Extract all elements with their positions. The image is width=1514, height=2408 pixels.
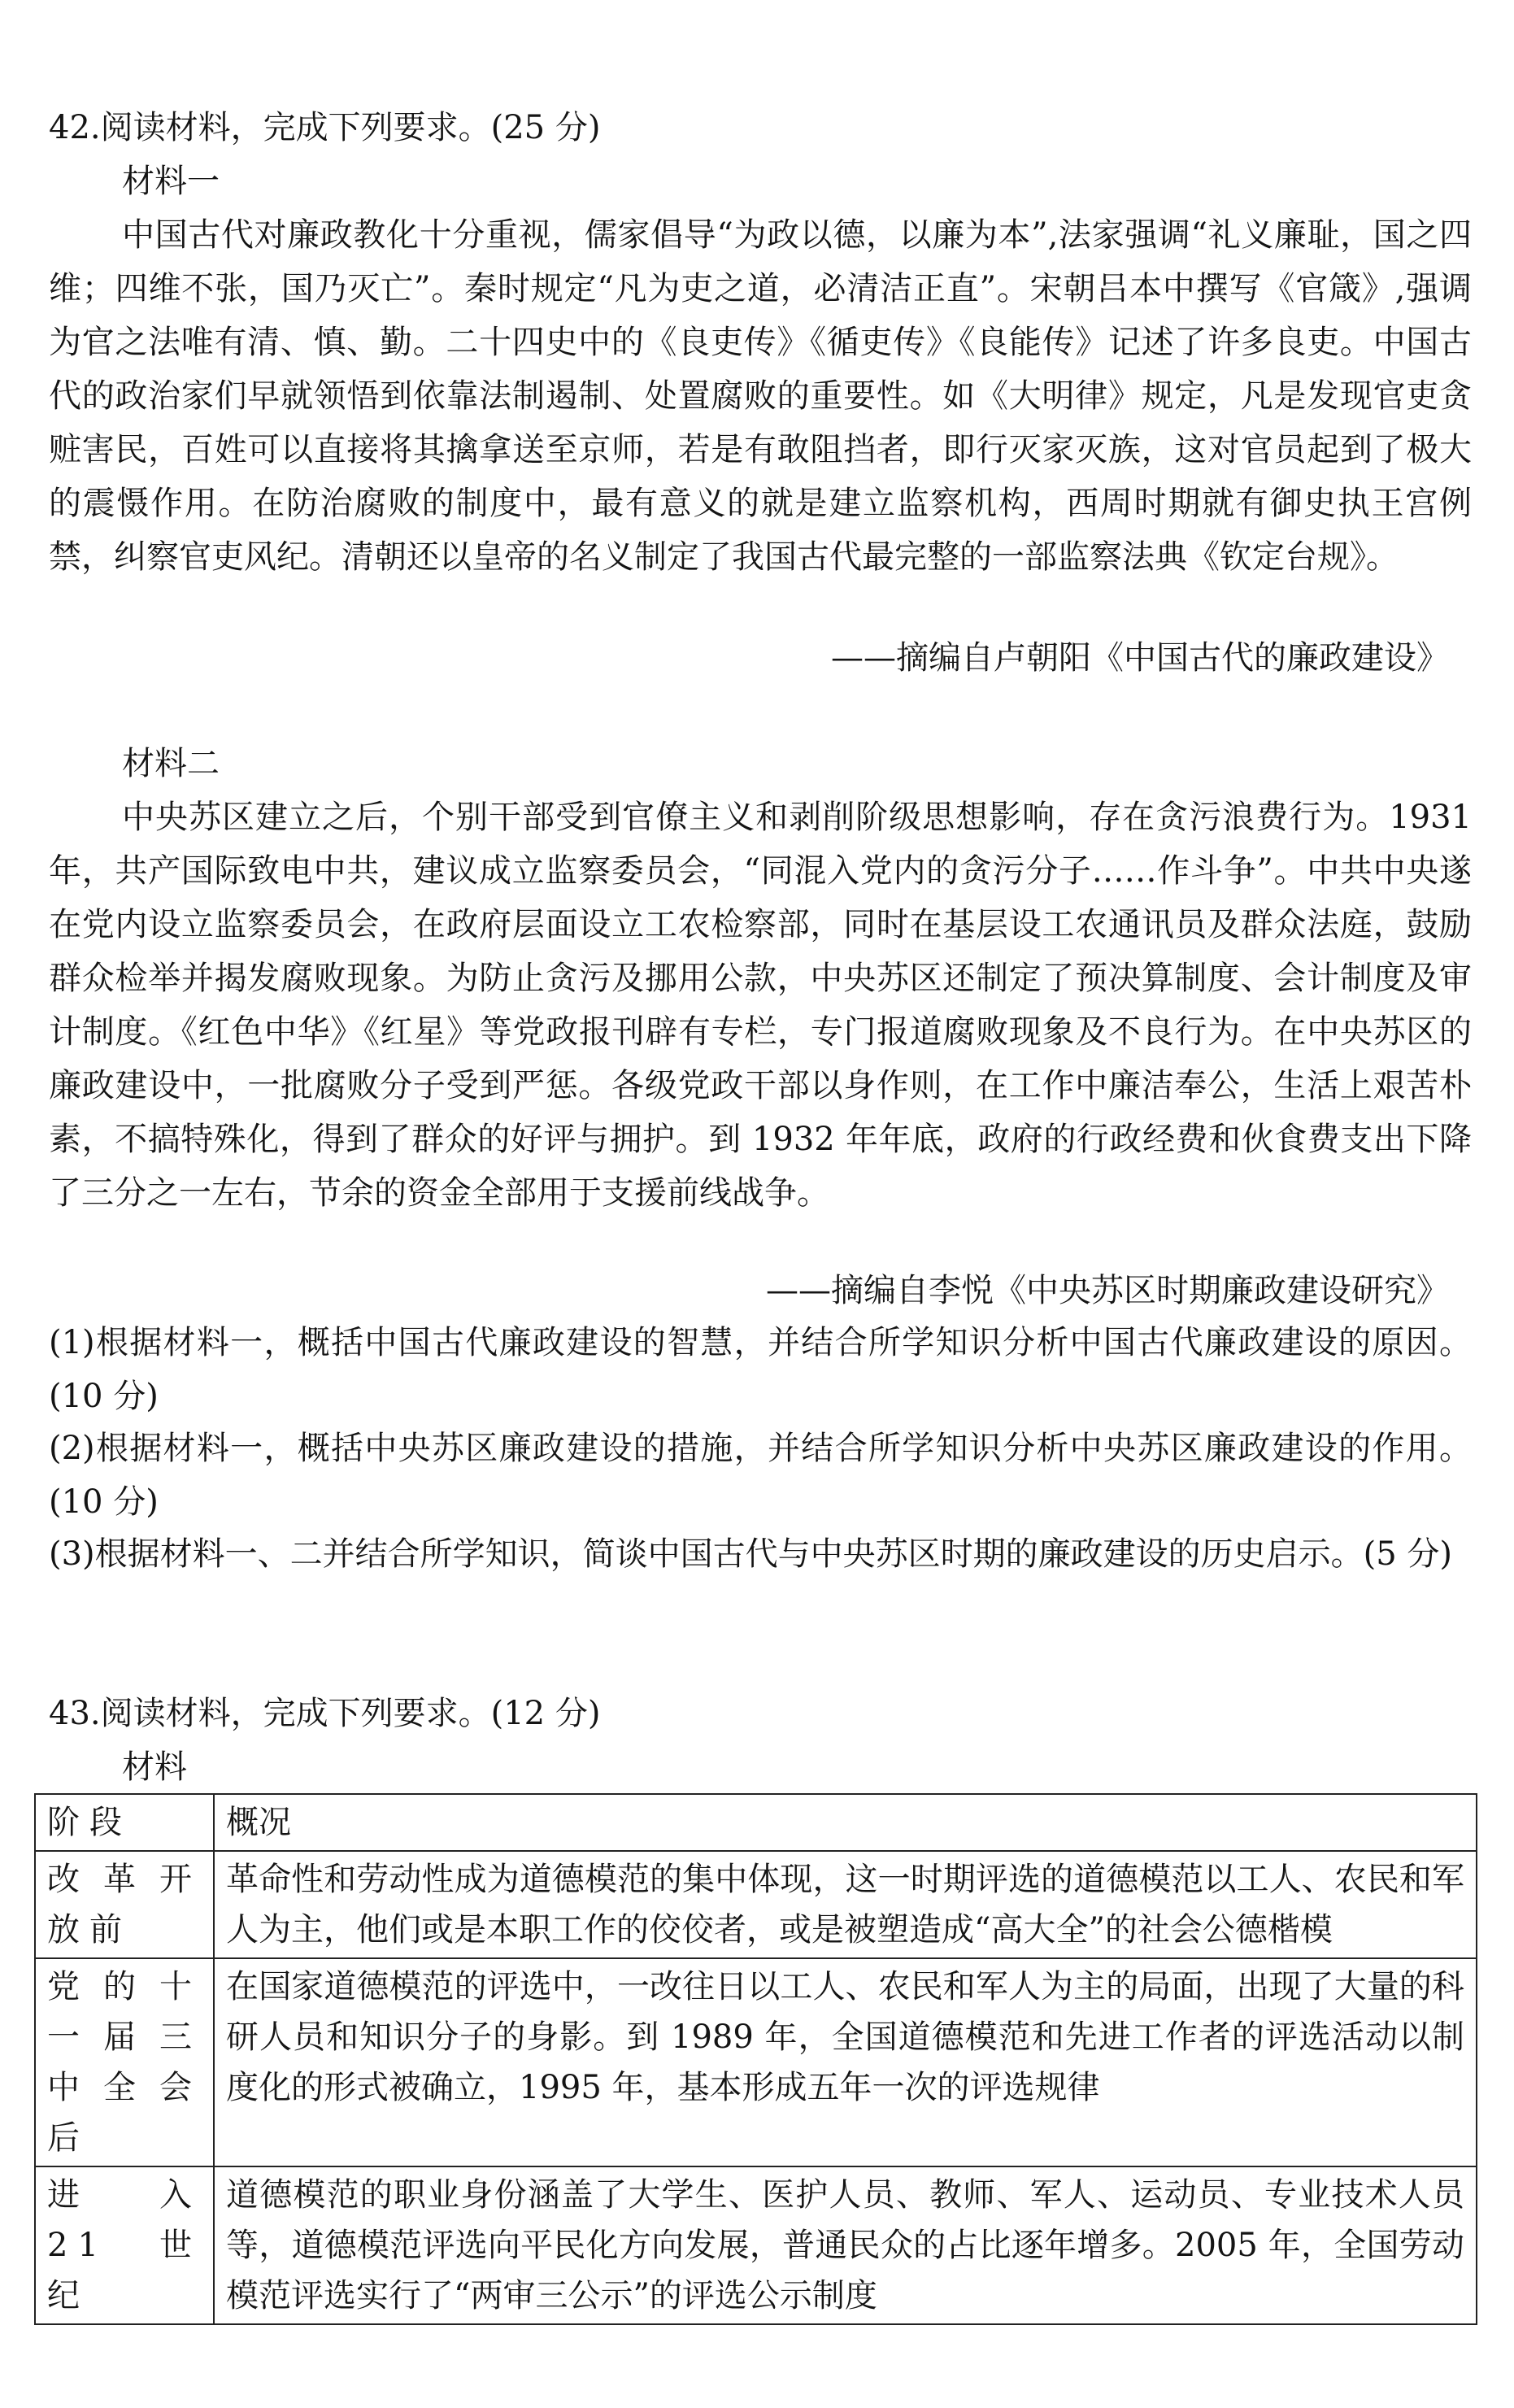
table-row <box>35 1851 1477 1958</box>
q42-material1-body: 中国古代对廉政教化十分重视，儒家倡导“为政以德，以廉为本”,法家强调“礼义廉耻，国之四维；四维不张，国乃灭亡”。秦时规定“凡为吏之道，必清洁正直”。宋朝吕本中撰写《官箴》,强调为官之法唯有清、慎、勤。二十四史中的《良吏传》《循吏传》《良能传》记述了许多良吏。中国古代的政治家们早就领悟到依靠法制遏制、处置腐败的重要性。如《大明律》规定，凡是发现官吏贪赃害民，百姓可以直接将其擒拿送至京师，若是有敢阻挡者，即行灭家灭族，这对官员起到了极大的震慑作用。在防治腐败的制度中，最有意义的就是建立监察机构，西周时期就有御史执王宫例禁，纠察官吏风纪。清朝还以皇帝的名义制定了我国古代最完整的一部监察法典《钦定台规》。 <box>49 216 1472 576</box>
q42-title: 42.阅读材料，完成下列要求。(25 分) <box>49 109 601 146</box>
q42-question-2: (2)根据材料一，概括中央苏区廉政建设的措施，并结合所学知识分析中央苏区廉政建设的作用。(10 分) <box>49 1430 1472 1521</box>
table-cell-desc: 革命性和劳动性成为道德模范的集中体现，这一时期评选的道德模范以工人、农民和军人为主，他们或是本职工作的佼佼者，或是被塑造成“高大全”的社会公德楷模 <box>214 1851 1477 1958</box>
q42-material2-label: 材料二 <box>122 745 220 782</box>
table-cell-desc: 道德模范的职业身份涵盖了大学生、医护人员、教师、军人、运动员、专业技术人员等，道德模范评选向平民化方向发展，普通民众的占比逐年增多。2005 年，全国劳动模范评选实行了“两审三公示”的评选公示制度 <box>214 2166 1477 2324</box>
table-header-stage: 阶段 <box>35 1794 214 1851</box>
q42-material2-body: 中央苏区建立之后，个别干部受到官僚主义和剥削阶级思想影响，存在贪污浪费行为。1931 年，共产国际致电中共，建议成立监察委员会，“同混入党内的贪污分子……作斗争”。中共中央遂在党内设立监察委员会，在政府层面设立工农检察部，同时在基层设工农通讯员及群众法庭，鼓励群众检举并揭发腐败现象。为防止贪污及挪用公款，中央苏区还制定了预决算制度、会计制度及审计制度。《红色中华》《红星》等党政报刊辟有专栏，专门报道腐败现象及不良行为。在中央苏区的廉政建设中，一批腐败分子受到严惩。各级党政干部以身作则，在工作中廉洁奉公，生活上艰苦朴素，不搞特殊化，得到了群众的好评与拥护。到 1932 年年底，政府的行政经费和伙食费支出下降了三分之一左右，节余的资金全部用于支援前线战争。 <box>49 799 1472 1212</box>
q42-material1-source: ——摘编自卢朝阳《中国古代的廉政建设》 <box>831 639 1449 677</box>
table-row <box>35 1958 1477 2166</box>
table-row <box>35 2166 1477 2324</box>
table-cell-stage: 改革开放前 <box>35 1851 214 1958</box>
table-header-row <box>35 1794 1477 1851</box>
q42-material2-source: ——摘编自李悦《中央苏区时期廉政建设研究》 <box>766 1272 1449 1309</box>
q43-material-table <box>34 1793 1477 2325</box>
q42-question-1: (1)根据材料一，概括中国古代廉政建设的智慧，并结合所学知识分析中国古代廉政建设的原因。(10 分) <box>49 1324 1472 1415</box>
q43-material-label: 材料 <box>122 1748 187 1786</box>
q43-title: 43.阅读材料，完成下列要求。(12 分) <box>49 1695 601 1732</box>
table-cell-stage: 党的十一届三中全会后 <box>35 1958 214 2166</box>
q42-question-3: (3)根据材料一、二并结合所学知识，简谈中国古代与中央苏区时期的廉政建设的历史启示。(5 分) <box>49 1535 1453 1573</box>
q42-material1-label: 材料一 <box>122 163 220 200</box>
table-header-overview: 概况 <box>214 1794 1477 1851</box>
table-cell-stage: 进入 21 世纪 <box>35 2166 214 2324</box>
table-cell-desc: 在国家道德模范的评选中，一改往日以工人、农民和军人为主的局面，出现了大量的科研人员和知识分子的身影。到 1989 年，全国道德模范和先进工作者的评选活动以制度化的形式被确立，1995 年，基本形成五年一次的评选规律 <box>214 1958 1477 2166</box>
